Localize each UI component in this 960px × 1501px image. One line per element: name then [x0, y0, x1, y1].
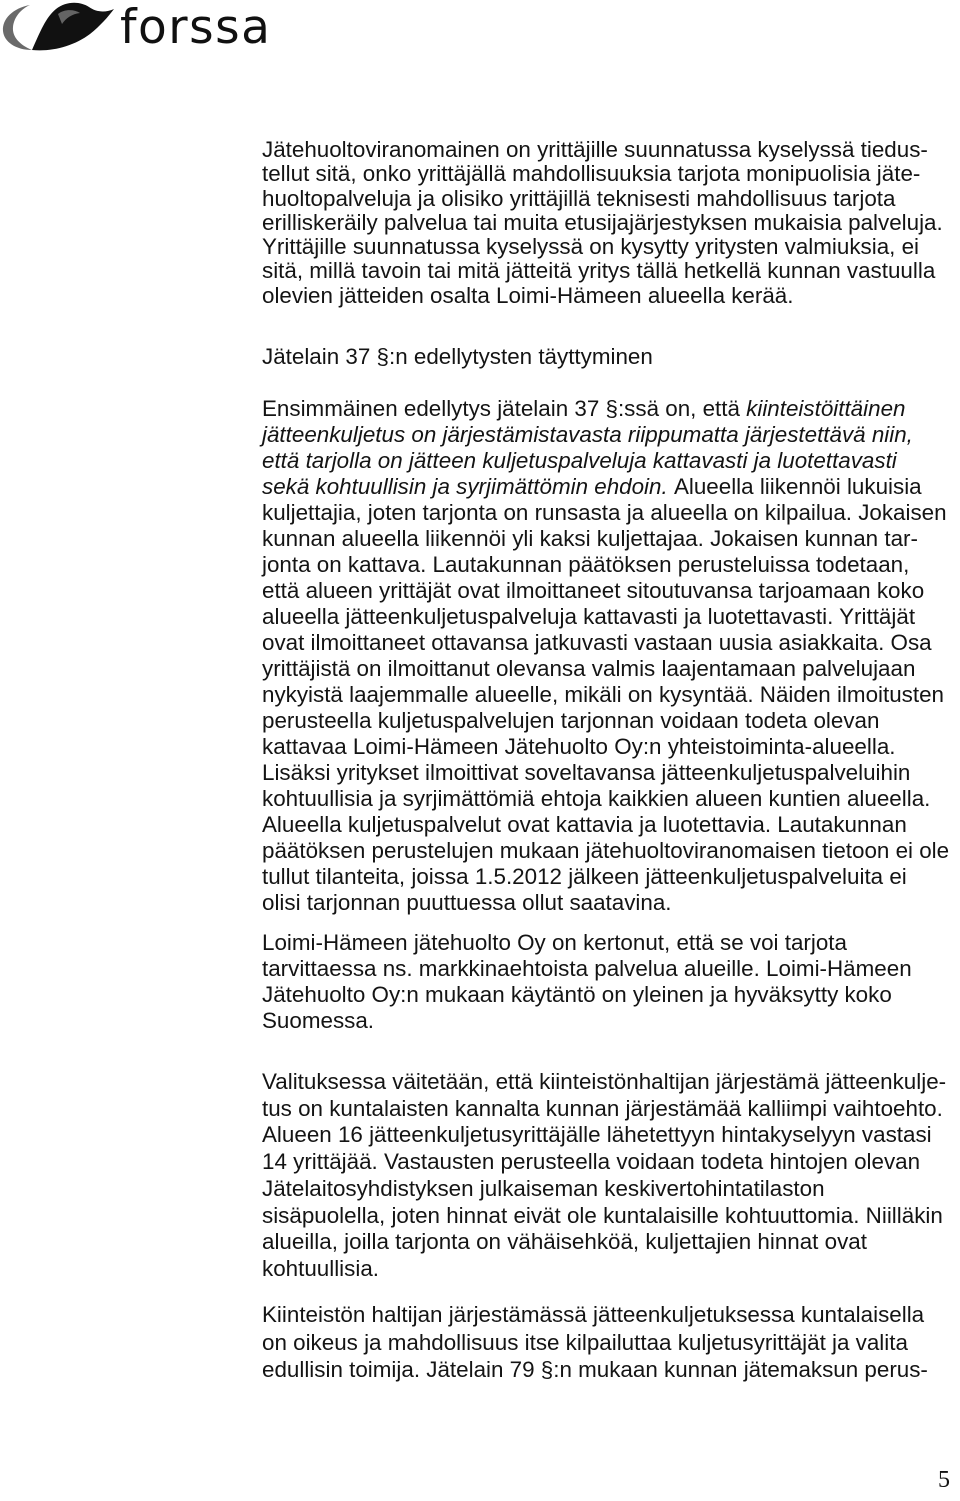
italic-text-segment: kiinteistöittäinen: [746, 396, 906, 421]
text-line: että alueen yrittäjät ovat ilmoittaneet sitoutuvansa tarjoamaan koko: [262, 578, 925, 603]
text-line: sisäpuolella, joten hinnat eivät ole kuntalaisille kohtuuttomia. Niilläkin: [262, 1202, 943, 1228]
text-line: Alueella kuljetuspalvelut ovat kattavia ja luotettavia. Lautakunnan: [262, 812, 907, 837]
text-line: tarvittaessa ns. markkinaehtoista palvelua alueille. Loimi-Hämeen: [262, 956, 912, 981]
paragraph: [262, 930, 912, 1034]
text-line: tus on kuntalaisten kannalta kunnan järjestämää kalliimpi vaihtoehto.: [262, 1095, 943, 1121]
text-line: Jätehuolto Oy:n mukaan käytäntö on yleinen ja hyväksytty koko: [262, 982, 892, 1007]
italic-text-line: jätteenkuljetus on järjestämistavasta riippumatta järjestettävä niin,: [262, 422, 913, 447]
text-line: tullut tilanteita, joissa 1.5.2012 jälkeen jätteenkuljetuspalveluita ei: [262, 864, 907, 889]
section-heading-text: Jätelain 37 §:n edellytysten täyttyminen: [262, 344, 653, 369]
logo-wordmark: forssa: [120, 0, 272, 55]
text-line: perusteella kuljetuspalvelujen tarjonnan voidaan todeta olevan: [262, 708, 880, 733]
text-line: [262, 396, 949, 422]
text-line: kohtuullisia.: [262, 1255, 379, 1281]
text-line: nykyistä laajemmalle alueelle, mikäli on kysyntää. Näiden ilmoitusten: [262, 682, 944, 707]
paragraph: [262, 396, 949, 916]
text-line: tellut sitä, onko yrittäjällä mahdollisuuksia tarjota monipuolisia jäte-: [262, 161, 921, 187]
text-line: olisi tarjonnan puuttuessa ollut saatavina.: [262, 890, 672, 915]
text-segment: Ensimmäinen edellytys jätelain 37 §:ssä on, että: [262, 396, 747, 421]
text-line: edullisin toimija. Jätelain 79 §:n mukaan kunnan jätemaksun perus-: [262, 1357, 928, 1382]
text-line: kohtuullisia ja syrjimättömiä ehtoja kaikkien alueen kuntien alueella.: [262, 786, 931, 811]
text-line: Jätehuoltoviranomainen on yrittäjille suunnatussa kyselyssä tiedus-: [262, 137, 928, 162]
text-line: alueella jätteenkuljetuspalveluja kattavasti ja luotettavasti. Yrittäjät: [262, 604, 916, 629]
text-line: sitä, millä tavoin tai mitä jätteitä yritys tällä hetkellä kunnan vastuulla: [262, 258, 936, 284]
forssa-logo: [0, 0, 290, 56]
text-line: Yrittäjille suunnatussa kyselyssä on kysytty yritysten valmiuksia, ei: [262, 234, 920, 260]
paragraph: [262, 138, 943, 308]
section-heading: [262, 344, 653, 370]
text-line: jonta on kattava. Lautakunnan päätöksen perusteluissa todetaan,: [262, 552, 910, 577]
text-line: kuljettajia, joten tarjonta on runsasta ja alueella on kilpailua. Jokaisen: [262, 500, 947, 525]
text-line: Jätelaitosyhdistyksen julkaiseman keskivertohintatilaston: [262, 1175, 825, 1201]
text-line: huoltopalveluja ja olisiko yrittäjillä teknisesti mahdollisuus tarjota: [262, 185, 896, 211]
italic-text-line: että tarjolla on jätteen kuljetuspalveluja kattavasti ja luotettavasti: [262, 448, 897, 473]
text-line: Valituksessa väitetään, että kiinteistönhaltijan järjestämä jätteenkulje-: [262, 1069, 947, 1094]
page-number: 5: [938, 1467, 950, 1493]
text-line: 14 yrittäjää. Vastausten perusteella voidaan todeta hintojen olevan: [262, 1149, 921, 1175]
paragraph: [262, 1069, 946, 1283]
text-line: kunnan alueella liikennöi yli kaksi kuljettajaa. Jokaisen kunnan tar-: [262, 526, 918, 551]
italic-text-segment: sekä kohtuullisin ja syrjimättömin ehdoin.: [262, 474, 674, 499]
text-line: Loimi-Hämeen jätehuolto Oy on kertonut, että se voi tarjota: [262, 930, 847, 955]
text-line: alueilla, joilla tarjonta on vähäisehköä, kuljettajien hinnat ovat: [262, 1229, 867, 1255]
text-line: yrittäjistä on ilmoittanut olevansa valmis laajentamaan palvelujaan: [262, 656, 916, 681]
text-line: kattavaa Loimi-Hämeen Jätehuolto Oy:n yhteistoiminta-alueella.: [262, 734, 896, 759]
text-line: erilliskeräily palvelua tai muita etusijajärjestyksen mukaisia palveluja.: [262, 209, 943, 235]
text-line: Kiinteistön haltijan järjestämässä jätteenkuljetuksessa kuntalaisella: [262, 1302, 925, 1327]
text-line: [262, 474, 949, 500]
paragraph: [262, 1301, 928, 1384]
text-line: Lisäksi yritykset ilmoittivat soveltavansa jätteenkuljetuspalveluihin: [262, 760, 911, 785]
text-line: päätöksen perustelujen mukaan jätehuoltoviranomaisen tietoon ei ole: [262, 838, 950, 863]
text-line: Suomessa.: [262, 1008, 375, 1033]
text-line: ovat ilmoittaneet ottavansa jatkuvasti vastaan uusia asiakkaita. Osa: [262, 630, 932, 655]
text-line: olevien jätteiden osalta Loimi-Hämeen alueella kerää.: [262, 282, 794, 308]
text-line: Alueen 16 jätteenkuljetusyrittäjälle lähetettyyn hintakyselyyn vastasi: [262, 1122, 932, 1148]
text-segment: Alueella liikennöi lukuisia: [673, 474, 922, 499]
forssa-logo-icon: [0, 0, 118, 54]
text-line: on oikeus ja mahdollisuus itse kilpailuttaa kuljetusyrittäjät ja valita: [262, 1329, 908, 1355]
